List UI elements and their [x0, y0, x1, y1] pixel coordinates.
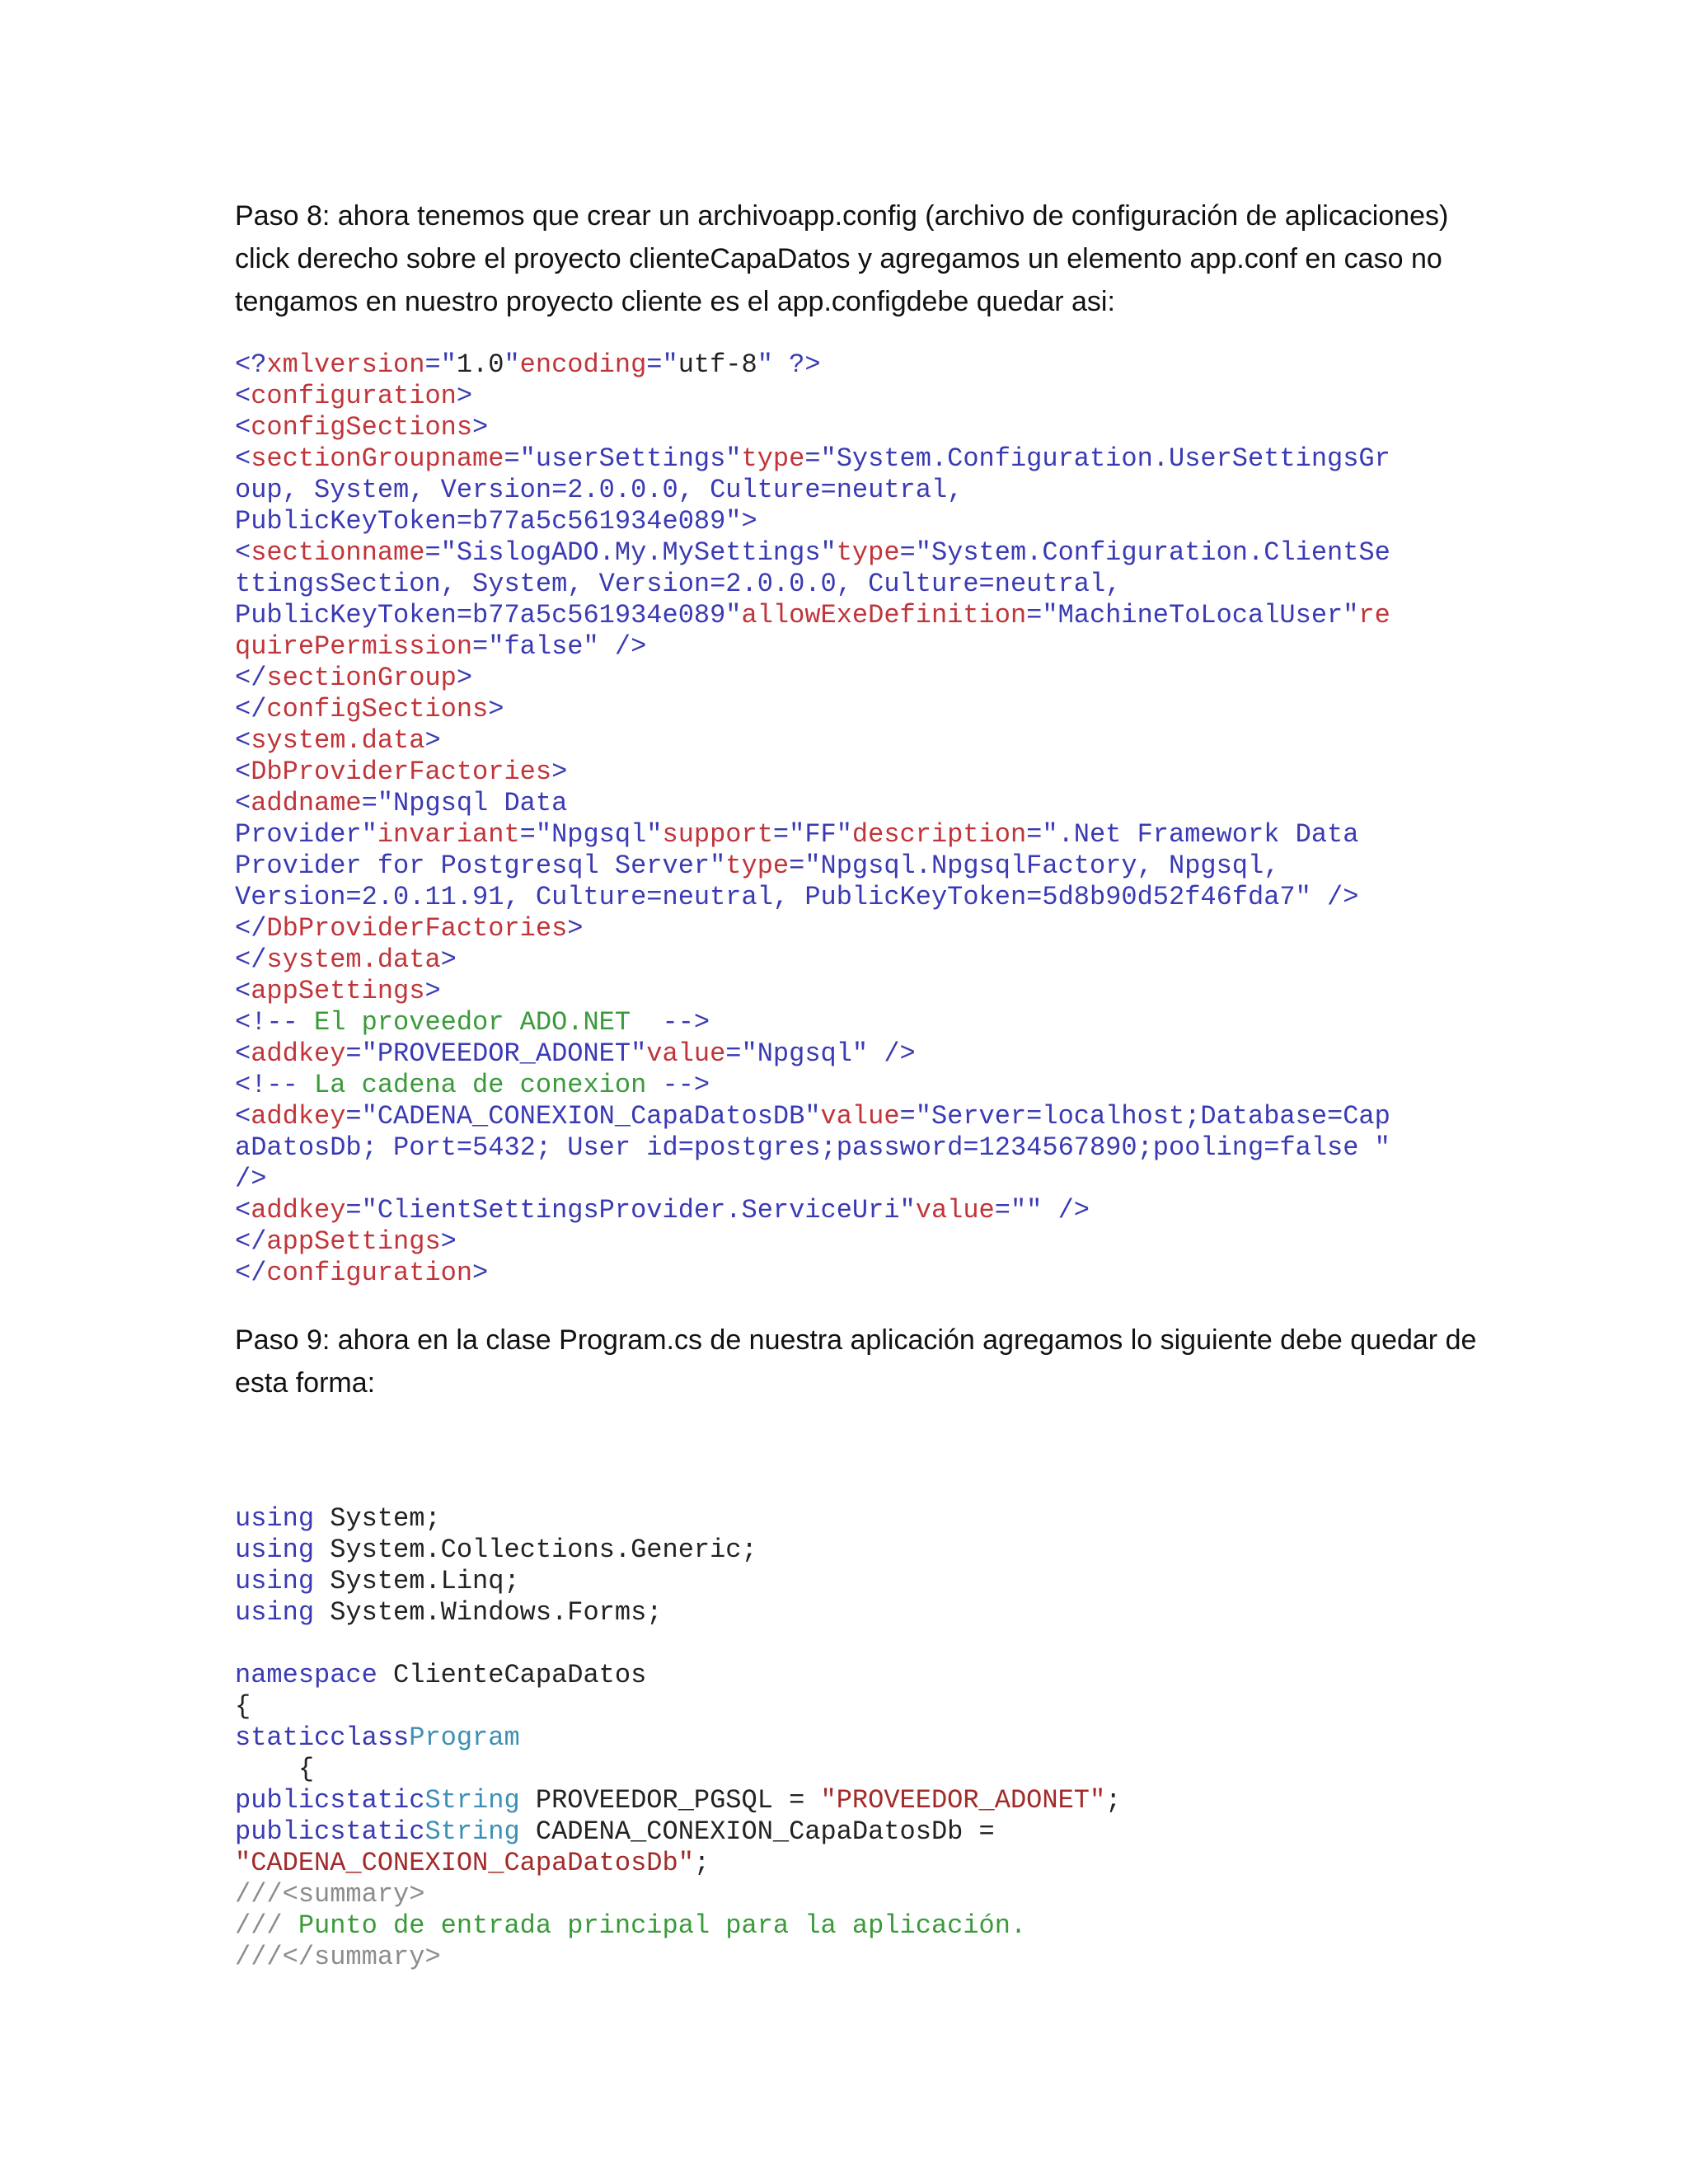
code-token: <? — [235, 349, 267, 380]
code-token: Npgsql Data — [393, 788, 568, 818]
code-token: =" — [345, 1195, 377, 1226]
code-token: ///<summary> — [235, 1879, 425, 1910]
code-line — [235, 443, 1390, 475]
code-token: " /> — [1295, 882, 1359, 912]
code-token: using — [235, 1597, 315, 1628]
step-8-line: Paso 8: ahora tenemos que crear un archivoapp.config (archivo de configuración de aplicaciones) — [235, 200, 1449, 232]
code-token: ClientSettingsProvider.ServiceUri — [377, 1195, 900, 1226]
code-token: Server=localhost;Database=Cap — [931, 1101, 1390, 1132]
code-token: =" — [519, 819, 552, 850]
code-token: System; — [314, 1503, 441, 1534]
code-token: Npgsql — [551, 819, 647, 850]
code-token: utf-8 — [678, 349, 757, 380]
code-token: "> — [725, 506, 757, 537]
code-line — [235, 1942, 1121, 1973]
code-token: > — [424, 725, 441, 756]
code-token: Npgsql.NpgsqlFactory, Npgsql, — [820, 851, 1280, 881]
code-line — [235, 976, 1390, 1007]
code-token: FF — [804, 819, 837, 850]
code-token: =" — [789, 851, 821, 881]
code-token: key — [298, 1101, 346, 1132]
code-token: PublicKeyToken=b77a5c561934e089 — [235, 600, 726, 630]
code-token: " — [820, 537, 837, 568]
code-token: < — [235, 537, 251, 568]
code-token: System.Windows.Forms; — [314, 1597, 663, 1628]
code-token: < — [235, 1195, 251, 1226]
code-token: =" — [424, 349, 457, 380]
code-token: .Net Framework Data — [1057, 819, 1359, 850]
code-token: add — [251, 1038, 298, 1069]
code-token: </ — [235, 694, 267, 724]
code-token: static — [235, 1722, 331, 1753]
code-line — [235, 1722, 1121, 1754]
code-token: System.Collections.Generic; — [314, 1535, 757, 1565]
code-line — [235, 819, 1390, 851]
code-token: PROVEEDOR_ADONET — [377, 1038, 631, 1069]
code-token: =" — [1026, 600, 1058, 630]
code-token: > — [440, 944, 457, 975]
code-token: using — [235, 1503, 315, 1534]
step-8-line: click derecho sobre el proyecto clienteCapaDatos y agregamos un elemento app.conf en caso no — [235, 243, 1442, 274]
code-token: Version=2.0.11.91, Culture=neutral, PublicKeyToken=5d8b90d52f46fda7 — [235, 882, 1296, 912]
code-token: configuration — [251, 381, 457, 411]
code-token: userSettings — [535, 443, 726, 474]
code-token: El proveedor ADO.NET — [298, 1007, 663, 1038]
code-token: oup, System, Version=2.0.0.0, Culture=neutral, — [235, 475, 964, 505]
code-line — [235, 537, 1390, 569]
code-token: < — [235, 412, 251, 443]
code-token: PROVEEDOR_PGSQL = — [519, 1785, 821, 1816]
code-token: { — [235, 1754, 315, 1784]
code-line — [235, 1195, 1390, 1226]
code-token: > — [472, 1258, 489, 1288]
code-token: <!-- — [235, 1007, 298, 1038]
code-token: < — [235, 1038, 251, 1069]
code-token: system.data — [251, 725, 425, 756]
code-token: /> — [235, 1164, 267, 1194]
code-token: section — [251, 537, 362, 568]
code-token: DbProviderFactories — [266, 913, 568, 944]
code-token: </ — [235, 1258, 267, 1288]
code-token: 1.0 — [456, 349, 504, 380]
code-token: =" — [345, 1038, 377, 1069]
code-token: System.Linq; — [314, 1566, 520, 1596]
code-token: "CADENA_CONEXION_CapaDatosDb" — [235, 1848, 694, 1878]
code-line — [235, 1910, 1121, 1942]
code-token: " — [710, 851, 726, 881]
code-token: configSections — [251, 412, 473, 443]
code-token: false — [504, 631, 584, 662]
code-token: System.Configuration.UserSettingsGr — [836, 443, 1390, 474]
code-token: ="" /> — [994, 1195, 1090, 1226]
code-token: System.Configuration.ClientSe — [931, 537, 1390, 568]
code-token: invariant — [377, 819, 520, 850]
code-token: value — [915, 1195, 995, 1226]
code-token: < — [235, 1101, 251, 1132]
code-token: " — [631, 1038, 647, 1069]
code-token: static — [330, 1816, 425, 1847]
code-token: MachineToLocalUser — [1057, 600, 1343, 630]
code-line — [235, 631, 1390, 663]
code-line — [235, 506, 1390, 537]
code-token: configSections — [266, 694, 489, 724]
code-token: " — [361, 819, 377, 850]
code-token: ttingsSection, System, Version=2.0.0.0, Culture=neutral, — [235, 569, 1122, 599]
code-token: name — [440, 443, 504, 474]
code-token: String — [424, 1785, 520, 1816]
code-token: > — [488, 694, 504, 724]
code-token: =" — [424, 537, 457, 568]
code-line — [235, 663, 1390, 694]
code-token: String — [424, 1816, 520, 1847]
code-token: re — [1358, 600, 1390, 630]
code-line — [235, 944, 1390, 976]
code-token: name — [298, 788, 362, 818]
code-token: < — [235, 757, 251, 787]
code-token: " — [725, 600, 742, 630]
code-token: SislogADO.My.MySettings — [456, 537, 821, 568]
code-token: type — [836, 537, 900, 568]
code-token: =" — [899, 537, 931, 568]
code-token: PublicKeyToken=b77a5c561934e089 — [235, 506, 726, 537]
code-token: add — [251, 1101, 298, 1132]
code-token: CADENA_CONEXION_CapaDatosDb = — [519, 1816, 995, 1847]
code-token: " /> — [583, 631, 647, 662]
code-token: type — [725, 851, 790, 881]
code-token: Punto de entrada principal para la aplicación. — [282, 1910, 1027, 1941]
code-token: appSettings — [266, 1226, 441, 1257]
code-token: namespace — [235, 1660, 377, 1690]
code-line — [235, 1848, 1121, 1879]
code-token: description — [851, 819, 1027, 850]
code-token: La cadena de conexion — [298, 1070, 663, 1100]
code-token: " — [504, 349, 520, 380]
code-line — [235, 1660, 1121, 1691]
code-token: key — [298, 1038, 346, 1069]
code-token: using — [235, 1535, 315, 1565]
code-line — [235, 1597, 1121, 1629]
code-token: < — [235, 788, 251, 818]
code-line — [235, 1038, 1390, 1070]
code-token: =" — [899, 1101, 931, 1132]
code-token: allowExeDefinition — [741, 600, 1027, 630]
code-token: </ — [235, 663, 267, 693]
code-token: system.data — [266, 944, 441, 975]
code-token: </ — [235, 913, 267, 944]
code-line — [235, 569, 1390, 600]
code-token: using — [235, 1566, 315, 1596]
step-9-paragraph — [235, 1319, 1477, 1404]
code-token: ; — [693, 1848, 710, 1878]
code-token: " — [1343, 600, 1359, 630]
code-token: " — [836, 819, 852, 850]
code-token: ClienteCapaDatos — [377, 1660, 647, 1690]
code-line — [235, 381, 1390, 412]
code-token: " /> — [851, 1038, 916, 1069]
code-line — [235, 694, 1390, 725]
code-token: configuration — [266, 1258, 473, 1288]
code-line — [235, 882, 1390, 913]
code-token: add — [251, 788, 298, 818]
code-line — [235, 600, 1390, 631]
code-token: > — [456, 381, 473, 411]
code-line — [235, 1070, 1390, 1101]
code-token: > — [567, 913, 584, 944]
code-line — [235, 1226, 1390, 1258]
code-token: =" — [504, 443, 536, 474]
program-cs-code-block — [235, 1503, 1121, 1973]
code-token: --> — [662, 1070, 710, 1100]
code-token: < — [235, 976, 251, 1006]
code-token: quirePermission — [235, 631, 473, 662]
code-token: /// — [235, 1910, 283, 1941]
code-token: =" — [472, 631, 504, 662]
code-line — [235, 1691, 1121, 1722]
code-token: ; — [1105, 1785, 1122, 1816]
code-token: < — [235, 725, 251, 756]
code-token: > — [440, 1226, 457, 1257]
code-token: CADENA_CONEXION_CapaDatosDB — [377, 1101, 805, 1132]
code-line — [235, 1566, 1121, 1597]
code-token: </ — [235, 944, 267, 975]
code-token: --> — [662, 1007, 710, 1038]
code-line — [235, 349, 1390, 381]
step-8-line: tengamos en nuestro proyecto cliente es el app.configdebe quedar asi: — [235, 286, 1115, 317]
code-token: DbProviderFactories — [251, 757, 552, 787]
code-line — [235, 475, 1390, 506]
code-token: " — [804, 1101, 821, 1132]
code-token: public — [235, 1785, 331, 1816]
code-token: add — [251, 1195, 298, 1226]
code-line — [235, 757, 1390, 788]
code-token: =" — [345, 1101, 377, 1132]
code-line — [235, 851, 1390, 882]
code-line — [235, 725, 1390, 757]
code-token: " — [899, 1195, 916, 1226]
code-token: support — [662, 819, 773, 850]
code-token: =" — [1026, 819, 1058, 850]
code-token: > — [551, 757, 568, 787]
code-token: Program — [409, 1722, 520, 1753]
code-token: class — [330, 1722, 410, 1753]
code-token: " — [725, 443, 742, 474]
code-line — [235, 1816, 1121, 1848]
code-line — [235, 1629, 1121, 1660]
code-line — [235, 1503, 1121, 1535]
code-token: > — [424, 976, 441, 1006]
code-token: " — [646, 819, 663, 850]
code-line — [235, 1879, 1121, 1910]
code-token: value — [820, 1101, 900, 1132]
code-token: public — [235, 1816, 331, 1847]
code-token: appSettings — [251, 976, 425, 1006]
code-token: =" — [361, 788, 394, 818]
code-line — [235, 1754, 1121, 1785]
code-token: Provider for Postgresql Server — [235, 851, 710, 881]
code-token: { — [235, 1691, 251, 1722]
code-token: < — [235, 443, 251, 474]
code-token: " ?> — [757, 349, 821, 380]
code-token: <!-- — [235, 1070, 298, 1100]
code-token: =" — [646, 349, 678, 380]
code-line — [235, 913, 1390, 944]
code-token: " — [1374, 1132, 1390, 1163]
code-token: type — [741, 443, 805, 474]
code-token: Provider — [235, 819, 362, 850]
step-8-paragraph — [235, 194, 1455, 323]
code-token: sectionGroup — [251, 443, 441, 474]
code-line — [235, 1101, 1390, 1132]
step-9-line: Paso 9: ahora en la clase Program.cs de nuestra aplicación agregamos lo siguiente debe quedar de — [235, 1324, 1477, 1356]
code-token: version — [314, 349, 425, 380]
code-token: name — [361, 537, 425, 568]
code-line — [235, 1007, 1390, 1038]
code-line — [235, 1258, 1390, 1289]
code-token: static — [330, 1785, 425, 1816]
code-token: key — [298, 1195, 346, 1226]
code-line — [235, 788, 1390, 819]
code-token: sectionGroup — [266, 663, 457, 693]
code-line — [235, 412, 1390, 443]
code-token: aDatosDb; Port=5432; User id=postgres;password=1234567890;pooling=false — [235, 1132, 1375, 1163]
code-token: xml — [266, 349, 315, 380]
code-line — [235, 1132, 1390, 1164]
code-token: =" — [725, 1038, 757, 1069]
code-token: encoding — [519, 349, 647, 380]
code-line — [235, 1164, 1390, 1195]
code-token: </ — [235, 1226, 267, 1257]
code-token: > — [456, 663, 473, 693]
code-token: ///</summary> — [235, 1942, 441, 1972]
code-line — [235, 1535, 1121, 1566]
code-line — [235, 1785, 1121, 1816]
code-token: "PROVEEDOR_ADONET" — [820, 1785, 1106, 1816]
code-token: > — [472, 412, 489, 443]
app-config-code-block — [235, 349, 1390, 1289]
code-token: =" — [804, 443, 837, 474]
code-token: value — [646, 1038, 726, 1069]
step-9-line: esta forma: — [235, 1367, 376, 1399]
code-token: =" — [772, 819, 805, 850]
code-token: < — [235, 381, 251, 411]
code-token: Npgsql — [757, 1038, 852, 1069]
